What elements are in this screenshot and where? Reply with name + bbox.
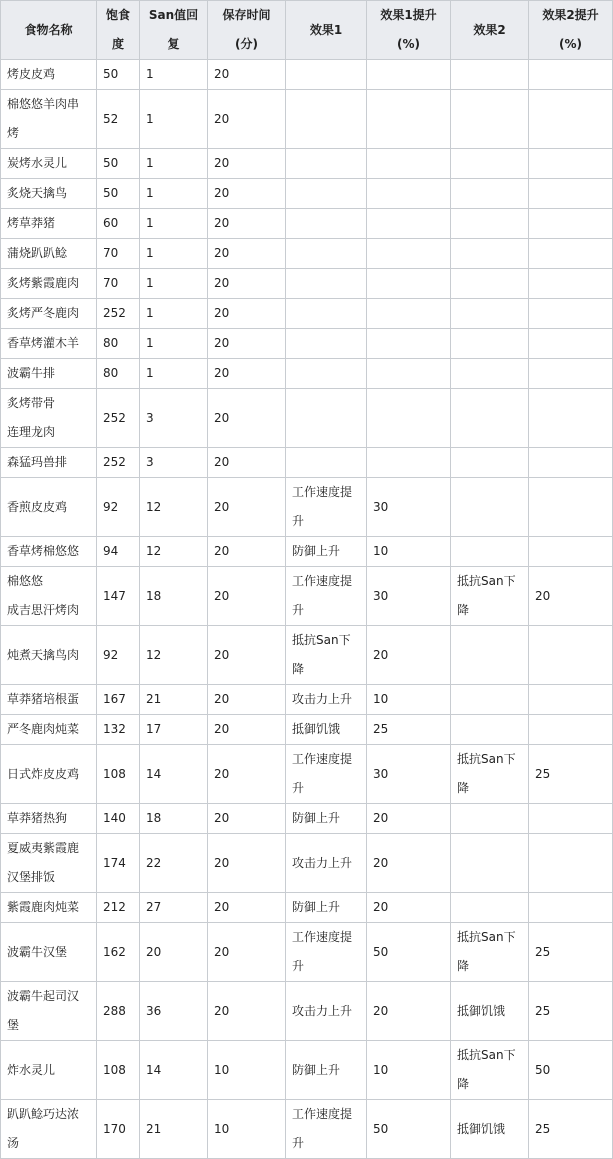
cell-food-name: 香草烤棉悠悠 <box>1 537 97 567</box>
table-row <box>1 269 613 299</box>
cell-food-name: 炙烤带骨 连理龙肉 <box>1 389 97 448</box>
cell-storage-time: 20 <box>208 715 286 745</box>
header-effect2: 效果2 <box>451 1 529 60</box>
cell-effect2 <box>451 715 529 745</box>
cell-food-name: 香煎皮皮鸡 <box>1 478 97 537</box>
cell-satiety: 50 <box>97 149 140 179</box>
cell-san-recovery: 3 <box>140 448 208 478</box>
table-row <box>1 299 613 329</box>
cell-effect1 <box>286 448 367 478</box>
cell-food-name: 紫霞鹿肉炖菜 <box>1 893 97 923</box>
cell-effect1 <box>286 179 367 209</box>
cell-storage-time: 20 <box>208 60 286 90</box>
cell-effect1 <box>286 359 367 389</box>
cell-satiety: 92 <box>97 478 140 537</box>
cell-effect2 <box>451 299 529 329</box>
cell-storage-time: 20 <box>208 567 286 626</box>
cell-effect1: 工作速度提升 <box>286 1100 367 1159</box>
cell-san-recovery: 14 <box>140 1041 208 1100</box>
cell-effect2-boost <box>529 478 613 537</box>
cell-effect2-boost <box>529 209 613 239</box>
cell-effect1-boost: 50 <box>367 1100 451 1159</box>
cell-effect2 <box>451 90 529 149</box>
cell-effect2-boost: 25 <box>529 923 613 982</box>
cell-satiety: 167 <box>97 685 140 715</box>
cell-food-name: 炭烤水灵儿 <box>1 149 97 179</box>
cell-effect1-boost <box>367 269 451 299</box>
cell-san-recovery: 1 <box>140 60 208 90</box>
cell-storage-time: 20 <box>208 982 286 1041</box>
cell-effect1-boost <box>367 299 451 329</box>
cell-effect1 <box>286 149 367 179</box>
table-body <box>1 60 613 1159</box>
cell-satiety: 108 <box>97 745 140 804</box>
cell-storage-time: 20 <box>208 626 286 685</box>
table-row <box>1 685 613 715</box>
cell-satiety: 174 <box>97 834 140 893</box>
cell-effect2 <box>451 329 529 359</box>
header-san-recovery: San值回复 <box>140 1 208 60</box>
cell-satiety: 80 <box>97 359 140 389</box>
cell-san-recovery: 21 <box>140 1100 208 1159</box>
cell-effect1-boost <box>367 239 451 269</box>
cell-effect1-boost: 20 <box>367 834 451 893</box>
cell-effect2-boost <box>529 359 613 389</box>
cell-effect1: 防御上升 <box>286 1041 367 1100</box>
table-row <box>1 834 613 893</box>
cell-effect2 <box>451 685 529 715</box>
cell-food-name: 棉悠悠 成吉思汗烤肉 <box>1 567 97 626</box>
cell-storage-time: 20 <box>208 329 286 359</box>
cell-effect1: 防御上升 <box>286 537 367 567</box>
cell-satiety: 252 <box>97 389 140 448</box>
cell-storage-time: 20 <box>208 389 286 448</box>
cell-satiety: 162 <box>97 923 140 982</box>
cell-satiety: 50 <box>97 179 140 209</box>
cell-effect2-boost <box>529 329 613 359</box>
cell-effect2 <box>451 209 529 239</box>
cell-satiety: 70 <box>97 239 140 269</box>
cell-effect1-boost: 10 <box>367 537 451 567</box>
cell-effect2 <box>451 478 529 537</box>
cell-food-name: 波霸牛起司汉堡 <box>1 982 97 1041</box>
cell-effect2-boost <box>529 715 613 745</box>
table-row <box>1 567 613 626</box>
cell-effect2-boost <box>529 389 613 448</box>
header-effect2-boost: 效果2提升(%) <box>529 1 613 60</box>
cell-effect1: 防御上升 <box>286 804 367 834</box>
cell-effect1-boost: 20 <box>367 804 451 834</box>
cell-san-recovery: 17 <box>140 715 208 745</box>
cell-effect1 <box>286 299 367 329</box>
cell-satiety: 94 <box>97 537 140 567</box>
table-row <box>1 893 613 923</box>
cell-food-name: 严冬鹿肉炖菜 <box>1 715 97 745</box>
cell-san-recovery: 21 <box>140 685 208 715</box>
cell-storage-time: 10 <box>208 1041 286 1100</box>
table-row <box>1 804 613 834</box>
cell-san-recovery: 1 <box>140 209 208 239</box>
cell-effect2-boost <box>529 626 613 685</box>
cell-effect1-boost: 20 <box>367 982 451 1041</box>
cell-effect2-boost: 25 <box>529 1100 613 1159</box>
cell-san-recovery: 27 <box>140 893 208 923</box>
table-row <box>1 982 613 1041</box>
cell-effect1 <box>286 60 367 90</box>
cell-satiety: 140 <box>97 804 140 834</box>
cell-food-name: 炙烤紫霞鹿肉 <box>1 269 97 299</box>
cell-effect2 <box>451 179 529 209</box>
cell-satiety: 252 <box>97 448 140 478</box>
header-storage-time: 保存时间(分) <box>208 1 286 60</box>
cell-satiety: 70 <box>97 269 140 299</box>
cell-effect2-boost <box>529 804 613 834</box>
cell-san-recovery: 1 <box>140 329 208 359</box>
cell-food-name: 草莽猪培根蛋 <box>1 685 97 715</box>
cell-food-name: 波霸牛汉堡 <box>1 923 97 982</box>
cell-effect1 <box>286 329 367 359</box>
cell-storage-time: 20 <box>208 179 286 209</box>
cell-effect1: 工作速度提升 <box>286 923 367 982</box>
cell-satiety: 52 <box>97 90 140 149</box>
cell-effect1 <box>286 209 367 239</box>
table-row <box>1 239 613 269</box>
cell-san-recovery: 22 <box>140 834 208 893</box>
cell-effect1 <box>286 239 367 269</box>
cell-effect2-boost: 20 <box>529 567 613 626</box>
cell-effect2 <box>451 60 529 90</box>
cell-satiety: 80 <box>97 329 140 359</box>
cell-storage-time: 20 <box>208 893 286 923</box>
cell-san-recovery: 1 <box>140 90 208 149</box>
cell-san-recovery: 14 <box>140 745 208 804</box>
cell-food-name: 炖煮天擒鸟肉 <box>1 626 97 685</box>
cell-satiety: 147 <box>97 567 140 626</box>
cell-effect1: 工作速度提升 <box>286 745 367 804</box>
cell-effect1 <box>286 90 367 149</box>
cell-effect1-boost <box>367 60 451 90</box>
cell-effect1-boost: 50 <box>367 923 451 982</box>
cell-storage-time: 20 <box>208 685 286 715</box>
cell-effect1: 抵抗San下降 <box>286 626 367 685</box>
cell-satiety: 92 <box>97 626 140 685</box>
table-row <box>1 60 613 90</box>
cell-satiety: 252 <box>97 299 140 329</box>
header-effect1: 效果1 <box>286 1 367 60</box>
cell-storage-time: 20 <box>208 745 286 804</box>
cell-satiety: 132 <box>97 715 140 745</box>
cell-food-name: 草莽猪热狗 <box>1 804 97 834</box>
cell-effect1-boost <box>367 448 451 478</box>
cell-san-recovery: 20 <box>140 923 208 982</box>
cell-food-name: 日式炸皮皮鸡 <box>1 745 97 804</box>
table-row <box>1 923 613 982</box>
cell-effect2 <box>451 834 529 893</box>
cell-effect2-boost: 50 <box>529 1041 613 1100</box>
table-row <box>1 209 613 239</box>
cell-san-recovery: 1 <box>140 359 208 389</box>
table-header-row <box>1 1 613 60</box>
cell-effect2-boost <box>529 269 613 299</box>
table-row <box>1 1041 613 1100</box>
cell-storage-time: 20 <box>208 209 286 239</box>
cell-storage-time: 20 <box>208 478 286 537</box>
cell-effect2: 抵抗San下降 <box>451 1041 529 1100</box>
cell-effect1-boost: 30 <box>367 567 451 626</box>
cell-storage-time: 20 <box>208 537 286 567</box>
cell-effect2 <box>451 537 529 567</box>
cell-storage-time: 20 <box>208 269 286 299</box>
cell-effect2-boost <box>529 299 613 329</box>
table-row <box>1 745 613 804</box>
cell-food-name: 夏威夷紫霞鹿汉堡排饭 <box>1 834 97 893</box>
cell-satiety: 288 <box>97 982 140 1041</box>
cell-effect2 <box>451 893 529 923</box>
cell-effect1: 抵御饥饿 <box>286 715 367 745</box>
cell-effect2-boost <box>529 239 613 269</box>
cell-storage-time: 20 <box>208 239 286 269</box>
cell-effect2 <box>451 389 529 448</box>
cell-san-recovery: 1 <box>140 269 208 299</box>
cell-effect1-boost: 10 <box>367 1041 451 1100</box>
cell-food-name: 趴趴鲶巧达浓汤 <box>1 1100 97 1159</box>
cell-effect1: 攻击力上升 <box>286 685 367 715</box>
cell-effect2-boost <box>529 60 613 90</box>
cell-effect1-boost <box>367 90 451 149</box>
table-row <box>1 1100 613 1159</box>
cell-effect1-boost <box>367 179 451 209</box>
cell-storage-time: 20 <box>208 804 286 834</box>
table-row <box>1 448 613 478</box>
header-satiety: 饱食度 <box>97 1 140 60</box>
cell-food-name: 棉悠悠羊肉串烤 <box>1 90 97 149</box>
table-row <box>1 90 613 149</box>
cell-effect2-boost <box>529 685 613 715</box>
cell-effect2-boost <box>529 893 613 923</box>
cell-effect2: 抵抗San下降 <box>451 567 529 626</box>
cell-effect1: 工作速度提升 <box>286 567 367 626</box>
cell-effect2 <box>451 804 529 834</box>
cell-food-name: 炙烤严冬鹿肉 <box>1 299 97 329</box>
cell-effect2: 抵御饥饿 <box>451 982 529 1041</box>
cell-effect2 <box>451 448 529 478</box>
cell-effect2-boost <box>529 179 613 209</box>
cell-effect2 <box>451 359 529 389</box>
cell-effect1-boost: 10 <box>367 685 451 715</box>
cell-effect1-boost: 30 <box>367 745 451 804</box>
cell-storage-time: 20 <box>208 149 286 179</box>
cell-effect2: 抵抗San下降 <box>451 745 529 804</box>
cell-san-recovery: 12 <box>140 537 208 567</box>
cell-san-recovery: 1 <box>140 179 208 209</box>
cell-effect1 <box>286 389 367 448</box>
cell-satiety: 212 <box>97 893 140 923</box>
cell-effect2-boost <box>529 537 613 567</box>
table-row <box>1 478 613 537</box>
table-row <box>1 329 613 359</box>
cell-effect1: 攻击力上升 <box>286 834 367 893</box>
cell-effect1-boost <box>367 359 451 389</box>
table-row <box>1 389 613 448</box>
header-effect1-boost: 效果1提升(%) <box>367 1 451 60</box>
header-food-name: 食物名称 <box>1 1 97 60</box>
cell-san-recovery: 3 <box>140 389 208 448</box>
table-row <box>1 626 613 685</box>
cell-effect1-boost: 20 <box>367 626 451 685</box>
cell-effect2-boost <box>529 149 613 179</box>
table-row <box>1 715 613 745</box>
cell-satiety: 60 <box>97 209 140 239</box>
cell-san-recovery: 1 <box>140 239 208 269</box>
table-row <box>1 359 613 389</box>
cell-effect1-boost <box>367 149 451 179</box>
cell-storage-time: 20 <box>208 448 286 478</box>
cell-effect2-boost <box>529 448 613 478</box>
cell-effect2 <box>451 239 529 269</box>
cell-effect2 <box>451 149 529 179</box>
cell-effect1: 防御上升 <box>286 893 367 923</box>
cell-storage-time: 20 <box>208 359 286 389</box>
cell-san-recovery: 18 <box>140 567 208 626</box>
cell-san-recovery: 1 <box>140 149 208 179</box>
table-row <box>1 179 613 209</box>
cell-san-recovery: 12 <box>140 478 208 537</box>
cell-storage-time: 20 <box>208 923 286 982</box>
cell-san-recovery: 18 <box>140 804 208 834</box>
cell-effect1-boost: 25 <box>367 715 451 745</box>
cell-satiety: 108 <box>97 1041 140 1100</box>
cell-effect1: 攻击力上升 <box>286 982 367 1041</box>
cell-food-name: 森猛玛兽排 <box>1 448 97 478</box>
cell-effect2-boost: 25 <box>529 982 613 1041</box>
table-row <box>1 149 613 179</box>
cell-effect1-boost <box>367 209 451 239</box>
cell-food-name: 炸水灵儿 <box>1 1041 97 1100</box>
cell-effect1 <box>286 269 367 299</box>
cell-food-name: 炙烧天擒鸟 <box>1 179 97 209</box>
cell-effect1-boost: 20 <box>367 893 451 923</box>
cell-san-recovery: 1 <box>140 299 208 329</box>
cell-effect2-boost <box>529 834 613 893</box>
cell-effect1-boost: 30 <box>367 478 451 537</box>
cell-effect2-boost: 25 <box>529 745 613 804</box>
cell-effect2 <box>451 626 529 685</box>
cell-storage-time: 10 <box>208 1100 286 1159</box>
cell-food-name: 波霸牛排 <box>1 359 97 389</box>
cell-san-recovery: 36 <box>140 982 208 1041</box>
cell-storage-time: 20 <box>208 834 286 893</box>
cell-storage-time: 20 <box>208 299 286 329</box>
cell-san-recovery: 12 <box>140 626 208 685</box>
cell-food-name: 香草烤灌木羊 <box>1 329 97 359</box>
cell-storage-time: 20 <box>208 90 286 149</box>
cell-food-name: 蒲烧趴趴鲶 <box>1 239 97 269</box>
table-row <box>1 537 613 567</box>
cell-effect2: 抵抗San下降 <box>451 923 529 982</box>
cell-food-name: 烤草莽猪 <box>1 209 97 239</box>
cell-effect2 <box>451 269 529 299</box>
cell-effect1-boost <box>367 329 451 359</box>
cell-effect1-boost <box>367 389 451 448</box>
cell-satiety: 170 <box>97 1100 140 1159</box>
cell-satiety: 50 <box>97 60 140 90</box>
cell-effect1: 工作速度提升 <box>286 478 367 537</box>
cell-food-name: 烤皮皮鸡 <box>1 60 97 90</box>
cell-effect2-boost <box>529 90 613 149</box>
cell-effect2: 抵御饥饿 <box>451 1100 529 1159</box>
